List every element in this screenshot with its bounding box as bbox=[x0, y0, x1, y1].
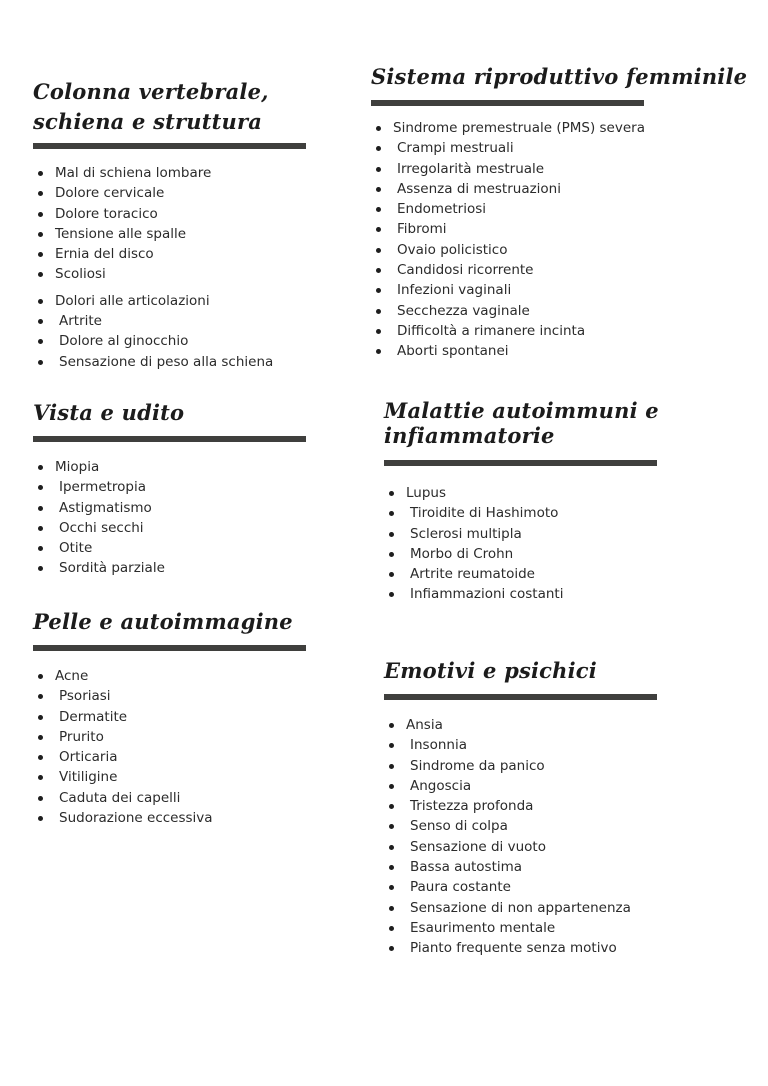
item-list-autoimmuni bbox=[384, 483, 684, 605]
list-item: Sclerosi multipla bbox=[384, 524, 684, 544]
list-item: Infiammazioni costanti bbox=[384, 584, 684, 604]
item-list-emotivi bbox=[384, 715, 684, 959]
list-item: Dolore cervicale bbox=[33, 183, 343, 203]
item-list-colonna bbox=[33, 163, 343, 285]
list-item: Sensazione di vuoto bbox=[384, 837, 684, 857]
list-item: Artrite reumatoide bbox=[384, 564, 684, 584]
list-item: Tensione alle spalle bbox=[33, 224, 343, 244]
section-title-emotivi: Emotivi e psichici bbox=[384, 658, 597, 683]
list-item: Vitiligine bbox=[33, 767, 333, 787]
list-item: Tristezza profonda bbox=[384, 796, 684, 816]
section-colonna bbox=[33, 77, 343, 372]
item-list-riproduttivo bbox=[371, 118, 711, 362]
list-item: Dolori alle articolazioni bbox=[33, 291, 343, 311]
list-item: Angoscia bbox=[384, 776, 684, 796]
list-item: Mal di schiena lombare bbox=[33, 163, 343, 183]
item-list-colonna-2 bbox=[33, 291, 343, 372]
section-divider bbox=[384, 694, 657, 700]
list-item: Difficoltà a rimanere incinta bbox=[371, 321, 711, 341]
section-divider bbox=[33, 645, 306, 651]
list-item: Psoriasi bbox=[33, 686, 333, 706]
list-item: Pianto frequente senza motivo bbox=[384, 938, 684, 958]
list-item: Endometriosi bbox=[371, 199, 711, 219]
list-item: Sensazione di peso alla schiena bbox=[33, 352, 343, 372]
list-item: Sensazione di non appartenenza bbox=[384, 898, 684, 918]
list-item: Tiroidite di Hashimoto bbox=[384, 503, 684, 523]
list-item: Sindrome premestruale (PMS) severa bbox=[371, 118, 711, 138]
section-title-riproduttivo: Sistema riproduttivo femminile bbox=[371, 64, 748, 89]
list-item: Dolore al ginocchio bbox=[33, 331, 343, 351]
section-emotivi bbox=[384, 656, 684, 959]
list-item: Lupus bbox=[384, 483, 684, 503]
section-divider bbox=[371, 100, 644, 106]
section-pelle bbox=[33, 607, 333, 828]
list-item: Miopia bbox=[33, 457, 333, 477]
section-riproduttivo bbox=[371, 62, 748, 362]
section-title-colonna: Colonna vertebrale, schiena e struttura bbox=[33, 79, 269, 134]
list-item: Otite bbox=[33, 538, 333, 558]
section-title-autoimmuni: Malattie autoimmuni e infiammatorie bbox=[384, 398, 659, 448]
list-item: Ipermetropia bbox=[33, 477, 333, 497]
list-item: Morbo di Crohn bbox=[384, 544, 684, 564]
list-item: Crampi mestruali bbox=[371, 138, 711, 158]
list-item: Candidosi ricorrente bbox=[371, 260, 711, 280]
list-item: Sindrome da panico bbox=[384, 756, 684, 776]
list-item: Esaurimento mentale bbox=[384, 918, 684, 938]
section-autoimmuni bbox=[384, 398, 684, 605]
section-divider bbox=[33, 436, 306, 442]
list-item: Orticaria bbox=[33, 747, 333, 767]
list-item: Dermatite bbox=[33, 707, 333, 727]
list-item: Insonnia bbox=[384, 735, 684, 755]
section-vista bbox=[33, 398, 333, 579]
list-item: Ovaio policistico bbox=[371, 240, 711, 260]
list-item: Sudorazione eccessiva bbox=[33, 808, 333, 828]
item-list-pelle bbox=[33, 666, 333, 828]
list-item: Senso di colpa bbox=[384, 816, 684, 836]
list-item: Astigmatismo bbox=[33, 498, 333, 518]
list-item: Caduta dei capelli bbox=[33, 788, 333, 808]
list-item: Sordità parziale bbox=[33, 558, 333, 578]
list-item: Irregolarità mestruale bbox=[371, 159, 711, 179]
list-item: Assenza di mestruazioni bbox=[371, 179, 711, 199]
list-item: Fibromi bbox=[371, 219, 711, 239]
list-item: Bassa autostima bbox=[384, 857, 684, 877]
section-divider bbox=[33, 143, 306, 149]
list-item: Occhi secchi bbox=[33, 518, 333, 538]
list-item: Scoliosi bbox=[33, 264, 343, 284]
list-item: Infezioni vaginali bbox=[371, 280, 711, 300]
item-list-vista bbox=[33, 457, 333, 579]
list-item: Ernia del disco bbox=[33, 244, 343, 264]
section-divider bbox=[384, 460, 657, 466]
list-item: Prurito bbox=[33, 727, 333, 747]
list-item: Ansia bbox=[384, 715, 684, 735]
list-item: Artrite bbox=[33, 311, 343, 331]
list-item: Dolore toracico bbox=[33, 204, 343, 224]
list-item: Paura costante bbox=[384, 877, 684, 897]
section-title-pelle: Pelle e autoimmagine bbox=[33, 609, 293, 634]
list-item: Aborti spontanei bbox=[371, 341, 711, 361]
section-title-vista: Vista e udito bbox=[33, 400, 185, 425]
list-item: Secchezza vaginale bbox=[371, 301, 711, 321]
list-item: Acne bbox=[33, 666, 333, 686]
